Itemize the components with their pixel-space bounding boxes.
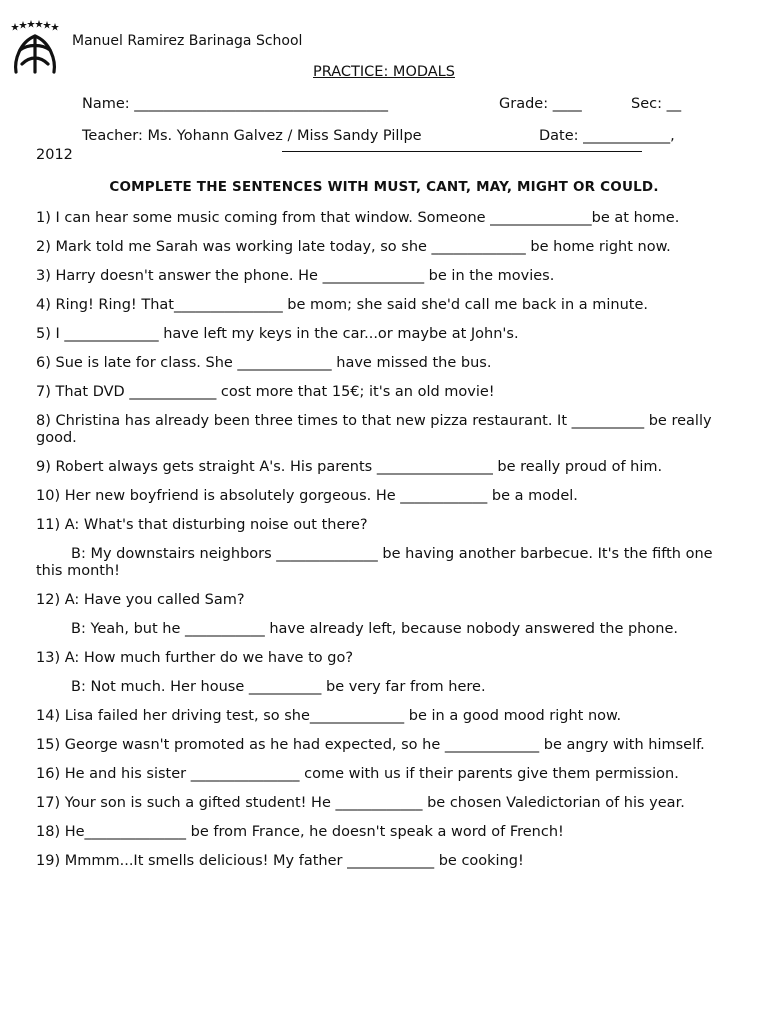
question-item: 13) A: How much further do we have to go?	[36, 650, 354, 666]
question-item: 14) Lisa failed her driving test, so she_____________ be in a good mood right now.	[36, 708, 622, 724]
question-item: B: Not much. Her house __________ be very far from here.	[71, 679, 486, 695]
question-item: 12) A: Have you called Sam?	[36, 592, 245, 608]
teacher-label: Teacher: Ms. Yohann Galvez / Miss Sandy Pillpe	[82, 128, 422, 144]
name-field-label: Name: ___________________________________	[82, 96, 389, 112]
instruction-heading: COMPLETE THE SENTENCES WITH MUST, CANT, MAY, MIGHT OR COULD.	[109, 179, 659, 195]
question-item: 17) Your son is such a gifted student! He ____________ be chosen Valedictorian of his year.	[36, 795, 685, 811]
question-item: 2) Mark told me Sarah was working late today, so she _____________ be home right now.	[36, 239, 671, 255]
question-item: 11) A: What's that disturbing noise out there?	[36, 517, 368, 533]
question-item: 6) Sue is late for class. She _____________ have missed the bus.	[36, 355, 492, 371]
question-item: 1) I can hear some music coming from that window. Someone ______________be at home.	[36, 210, 680, 226]
question-list	[36, 210, 736, 882]
question-item: 19) Mmmm...It smells delicious! My father ____________ be cooking!	[36, 853, 524, 869]
question-item: 16) He and his sister _______________ come with us if their parents give them permission.	[36, 766, 679, 782]
question-item: 18) He______________ be from France, he doesn't speak a word of French!	[36, 824, 564, 840]
question-item: 15) George wasn't promoted as he had expected, so he _____________ be angry with himself.	[36, 737, 705, 753]
question-item: 4) Ring! Ring! That_______________ be mom; she said she'd call me back in a minute.	[36, 297, 648, 313]
question-item: B: My downstairs neighbors ______________ be having another barbecue. It's the fifth one this month!	[36, 546, 713, 579]
sec-field-label: Sec: __	[631, 96, 682, 112]
question-item: 10) Her new boyfriend is absolutely gorgeous. He ____________ be a model.	[36, 488, 578, 504]
year-text: 2012	[36, 147, 73, 163]
question-item: 9) Robert always gets straight A's. His parents ________________ be really proud of him.	[36, 459, 663, 475]
question-item: 8) Christina has already been three times to that new pizza restaurant. It __________ be really good.	[36, 413, 712, 446]
teacher-underline	[282, 151, 642, 152]
question-item: 3) Harry doesn't answer the phone. He ______________ be in the movies.	[36, 268, 555, 284]
school-name: Manuel Ramirez Barinaga School	[72, 33, 303, 49]
grade-field-label: Grade: ____	[499, 96, 582, 112]
date-field-label: Date: ____________,	[539, 128, 675, 144]
question-item: 5) I _____________ have left my keys in the car...or maybe at John's.	[36, 326, 519, 342]
page-title: PRACTICE: MODALS	[313, 64, 455, 80]
question-item: 7) That DVD ____________ cost more that 15€; it's an old movie!	[36, 384, 495, 400]
question-item: B: Yeah, but he ___________ have already left, because nobody answered the phone.	[71, 621, 678, 637]
